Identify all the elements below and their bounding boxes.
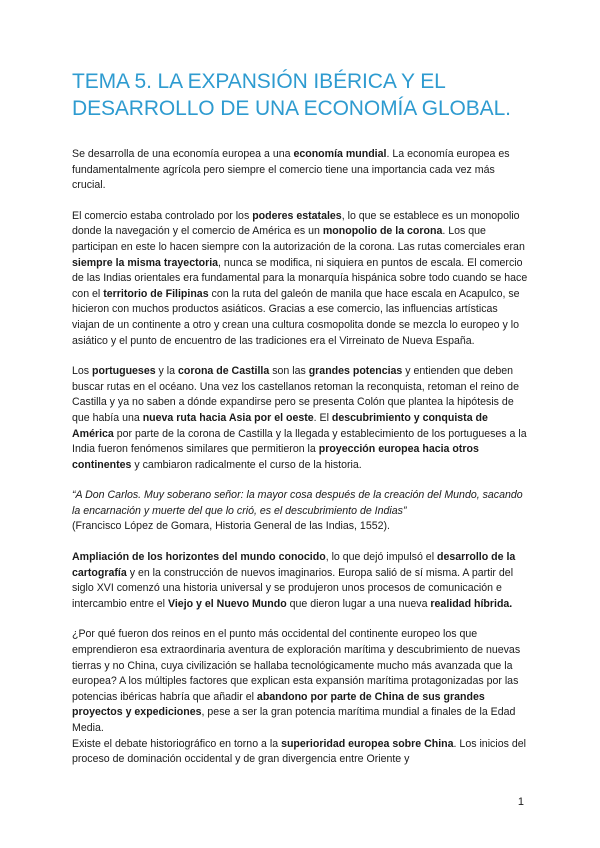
paragraph-china: ¿Por qué fueron dos reinos en el punto más occidental del continente europeo los que emprendieron esa extraordinaria aventura de exploración marítima y descubrimiento de nuevas tierras y no China, cuya civilización se hallaba tecnológicamente mucho más avanzada que la europea? A los múltiples factores que explican esta expansión marítima protagonizadas por las potencias ibéricas habría que añadir el abandono por parte de China de sus grandes proyectos y expediciones, pese a ser la gran potencia marítima mundial a finales de la Edad Media. [72, 628, 521, 734]
title-line-2: DESARROLLO DE UNA ECONOMÍA GLOBAL. [72, 97, 511, 120]
paragraph-debate: Existe el debate historiográfico en torno a la superioridad europea sobre China. Los inicios del proceso de dominación occidental y de gran divergencia entre Oriente y [72, 737, 526, 766]
paragraph-comercio: El comercio estaba controlado por los poderes estatales, lo que se establece es un monopolio donde la navegación y el comercio de América es un monopolio de la corona. Los que participan en este lo hacen siempre con la autorización de la corona. Las rutas comerciales eran siempre la misma trayectoria, nunca se modifica, ni siquiera en puntos de escala. El comercio de las Indias orientales era fundamental para la monarquía hispánica sobre todo cuando se hace con el territorio de Filipinas con la ruta del galeón de manila que hace escala en Acapulco, se hicieron con muchos productos asiáticos. Gracias a ese comercio, las influencias artísticas viajan de un continente a otro y crean una cultura cosmopolita donde se mezcla lo europeo y lo asiático y el punto de encuentro de las tradiciones era el Virreinato de Nueva España. [72, 209, 528, 347]
paragraph-horizontes: Ampliación de los horizontes del mundo conocido, lo que dejó impulsó el desarrollo de la cartografía y en la construcción de nuevos imaginarios. Europa salió de sí misma. A partir del siglo XVI comenzó una historia universal y se produjeron unos procesos de comunicación e intercambio entre el Viejo y el Nuevo Mundo que dieron lugar a una nueva realidad híbrida. [72, 551, 516, 610]
paragraph-economia-mundial: Se desarrolla de una economía europea a una economía mundial. La economía europea es fundamentalmente agrícola pero siempre el comercio tiene una importancia cada vez más crucial. [72, 148, 510, 192]
page-number: 1 [517, 796, 524, 808]
page-title [72, 68, 528, 122]
document-page [72, 68, 528, 768]
quote-text: “A Don Carlos. Muy soberano señor: la mayor cosa después de la creación del Mundo, sacando la encarnación y muerte del que lo crió, es el descubrimiento de Indias” [72, 489, 523, 517]
quote-block [72, 488, 528, 535]
quote-source: (Francisco López de Gomara, Historia General de las Indias, 1552). [72, 520, 390, 533]
title-line-1: TEMA 5. LA EXPANSIÓN IBÉRICA Y EL [72, 70, 446, 93]
document-body [72, 147, 528, 768]
paragraph-potencias: Los portugueses y la corona de Castilla son las grandes potencias y entienden que deben buscar rutas en el océano. Una vez los castellanos retoman la reconquista, retoman el reino de Castilla y ya no saben a dónde expandirse pero se presenta Colón que plantea la hipótesis de que había una nueva ruta hacia Asia por el oeste. El descubrimiento y conquista de América por parte de la corona de Castilla y la llegada y establecimiento de los portugueses a la India fueron fenómenos similares que permitieron la proyección europea hacia otros continentes y cambiaron radicalmente el curso de la historia. [72, 365, 527, 471]
